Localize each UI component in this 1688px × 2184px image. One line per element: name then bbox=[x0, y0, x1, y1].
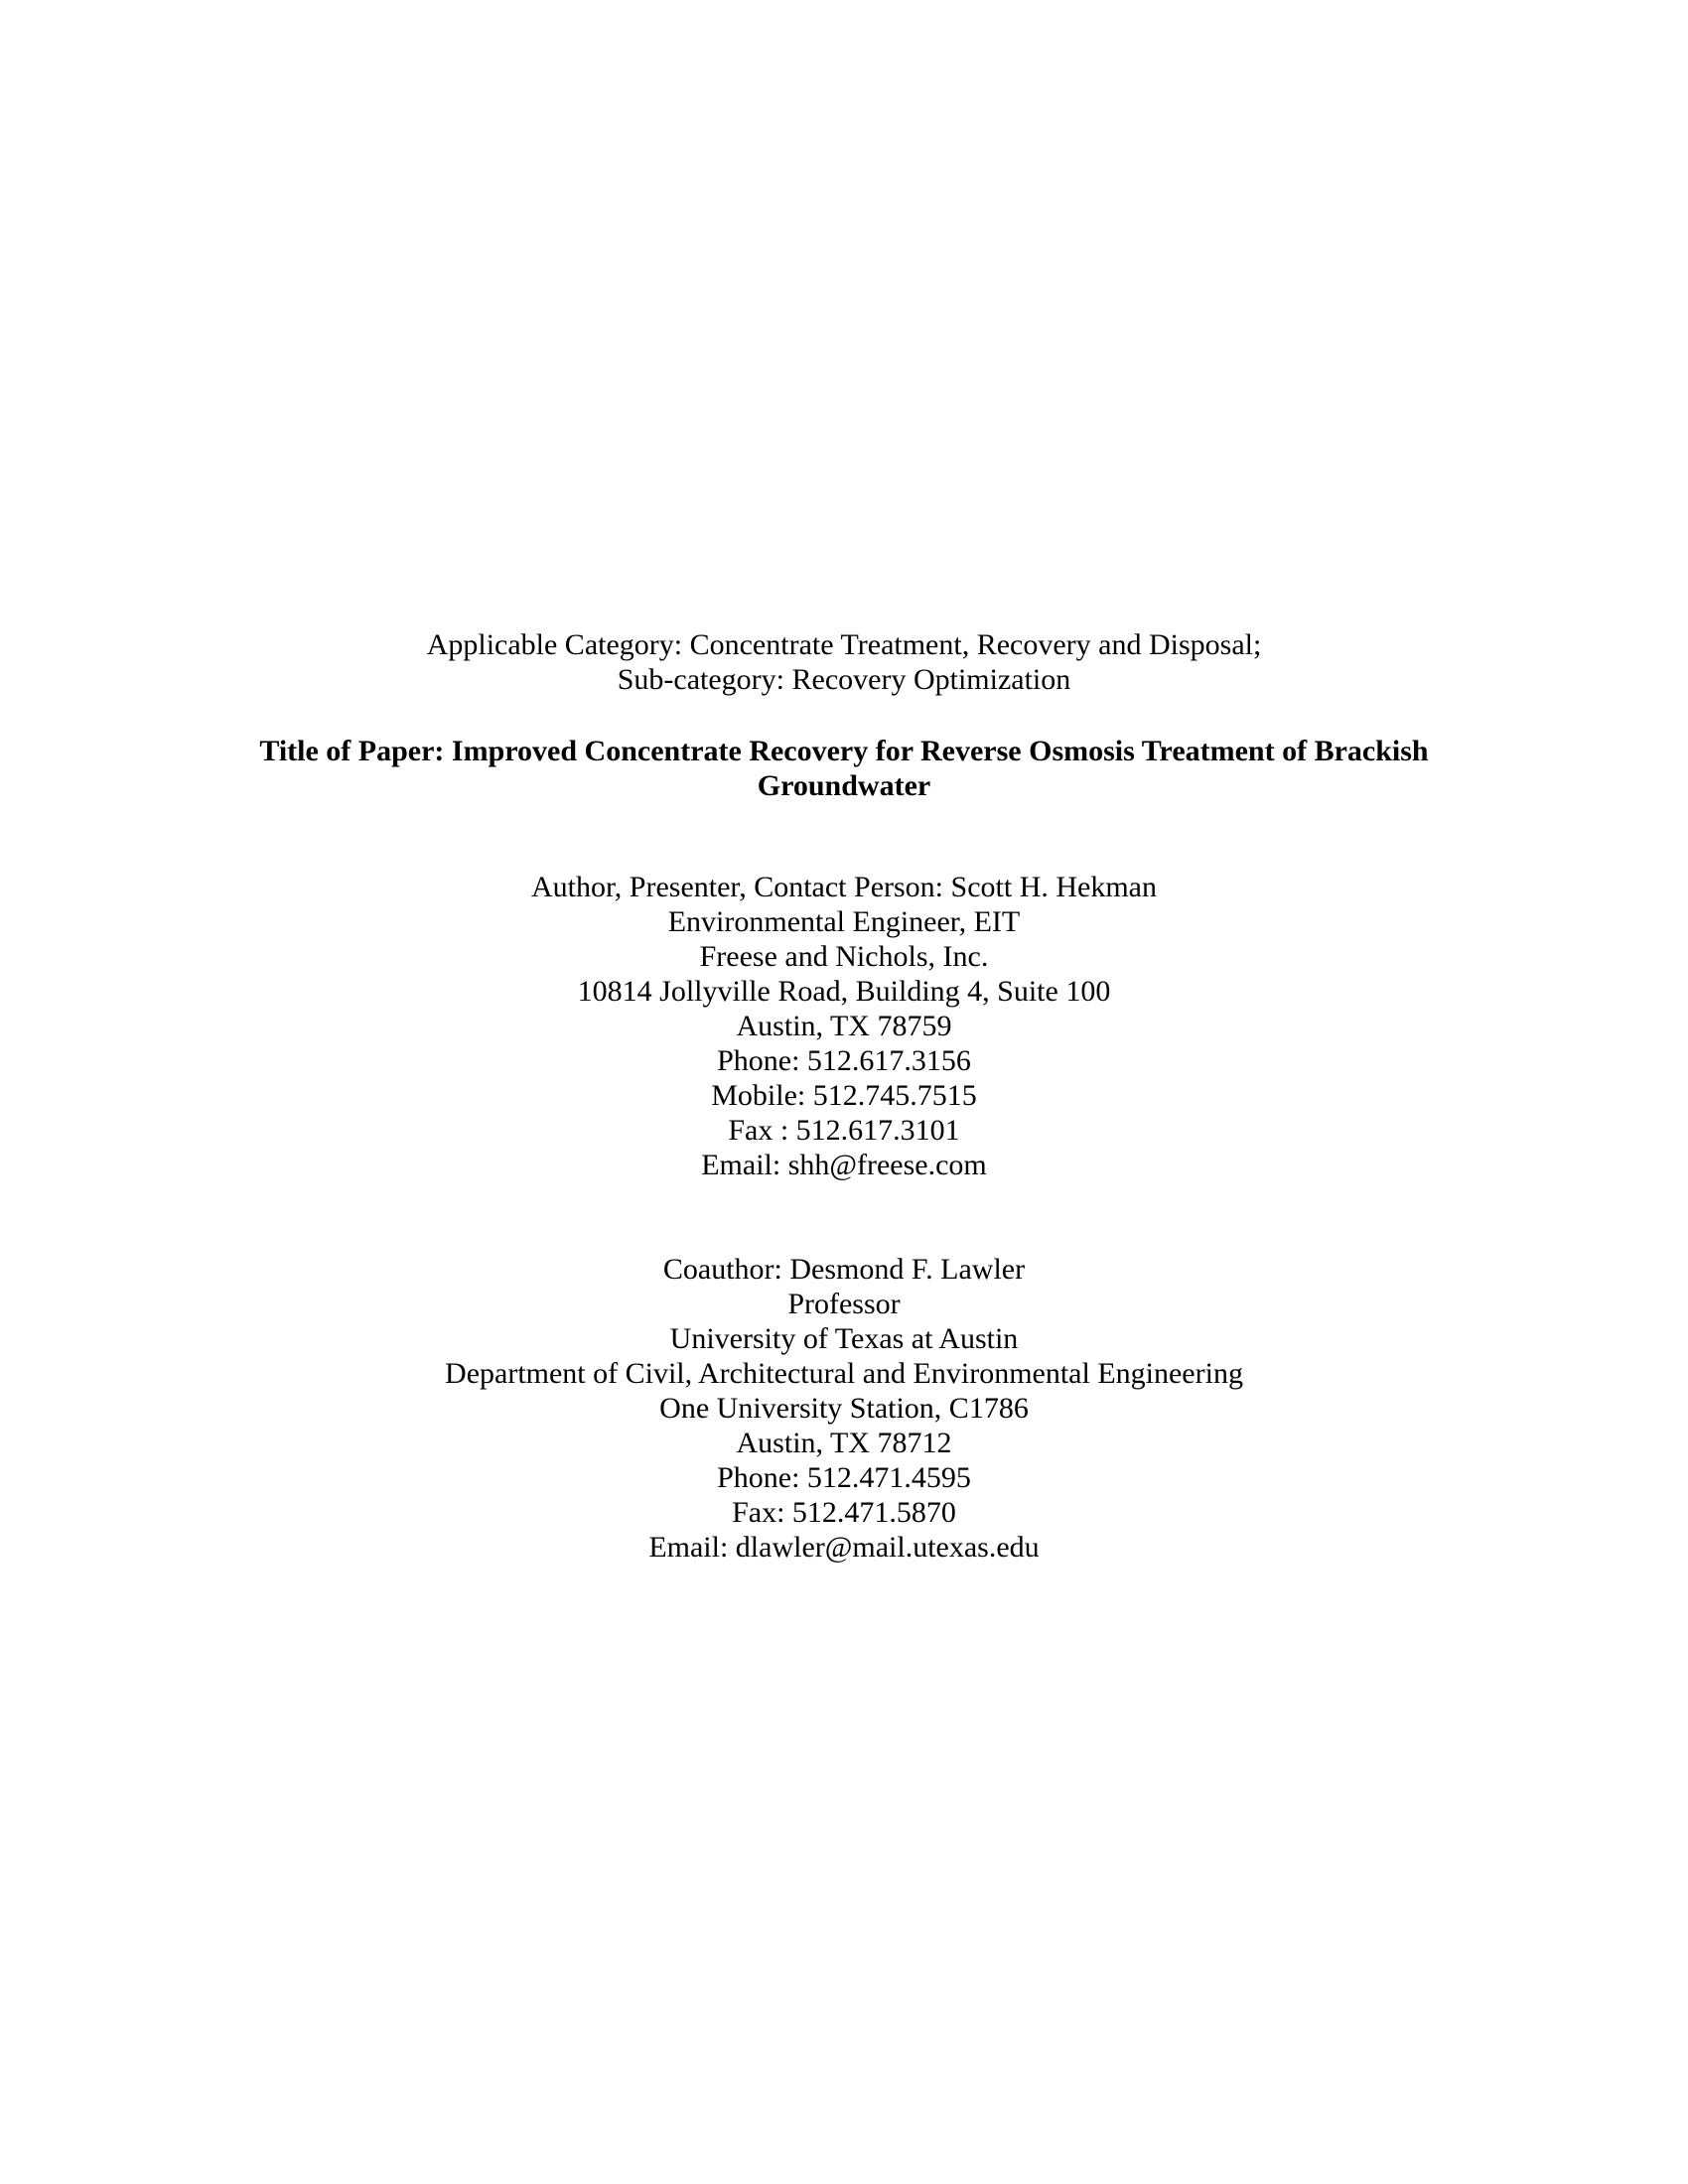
author-city: Austin, TX 78759 bbox=[736, 1010, 952, 1042]
coauthor-email: Email: dlawler@mail.utexas.edu bbox=[648, 1531, 1040, 1564]
paper-title bbox=[0, 734, 1688, 803]
coauthor-position: Professor bbox=[787, 1288, 901, 1320]
coauthor-organization: University of Texas at Austin bbox=[669, 1322, 1019, 1355]
author-organization: Freese and Nichols, Inc. bbox=[699, 940, 989, 973]
coauthor-address: One University Station, C1786 bbox=[659, 1392, 1029, 1425]
sub-category: Sub-category: Recovery Optimization bbox=[617, 663, 1071, 696]
paper-title-line-1: Title of Paper: Improved Concentrate Recovery for Reverse Osmosis Treatment of Brackish bbox=[259, 735, 1429, 767]
author-email: Email: shh@freese.com bbox=[701, 1149, 987, 1181]
author-mobile: Mobile: 512.745.7515 bbox=[711, 1079, 977, 1112]
author-phone: Phone: 512.617.3156 bbox=[717, 1044, 971, 1077]
paper-title-line-2: Groundwater bbox=[757, 769, 931, 802]
author-name: Author, Presenter, Contact Person: Scott H. Hekman bbox=[531, 871, 1157, 903]
coauthor-phone: Phone: 512.471.4595 bbox=[717, 1461, 971, 1494]
coauthor-fax: Fax: 512.471.5870 bbox=[732, 1496, 956, 1529]
coauthor-city: Austin, TX 78712 bbox=[736, 1427, 952, 1459]
category-section bbox=[0, 627, 1688, 697]
applicable-category: Applicable Category: Concentrate Treatment, Recovery and Disposal; bbox=[426, 628, 1262, 661]
author-address: 10814 Jollyville Road, Building 4, Suite 100 bbox=[577, 975, 1111, 1008]
coauthor-name: Coauthor: Desmond F. Lawler bbox=[662, 1253, 1026, 1286]
coauthor-section bbox=[0, 1252, 1688, 1565]
author-position: Environmental Engineer, EIT bbox=[667, 905, 1021, 938]
author-fax: Fax : 512.617.3101 bbox=[728, 1114, 960, 1147]
coauthor-department: Department of Civil, Architectural and Environmental Engineering bbox=[445, 1357, 1243, 1390]
author-section bbox=[0, 870, 1688, 1182]
